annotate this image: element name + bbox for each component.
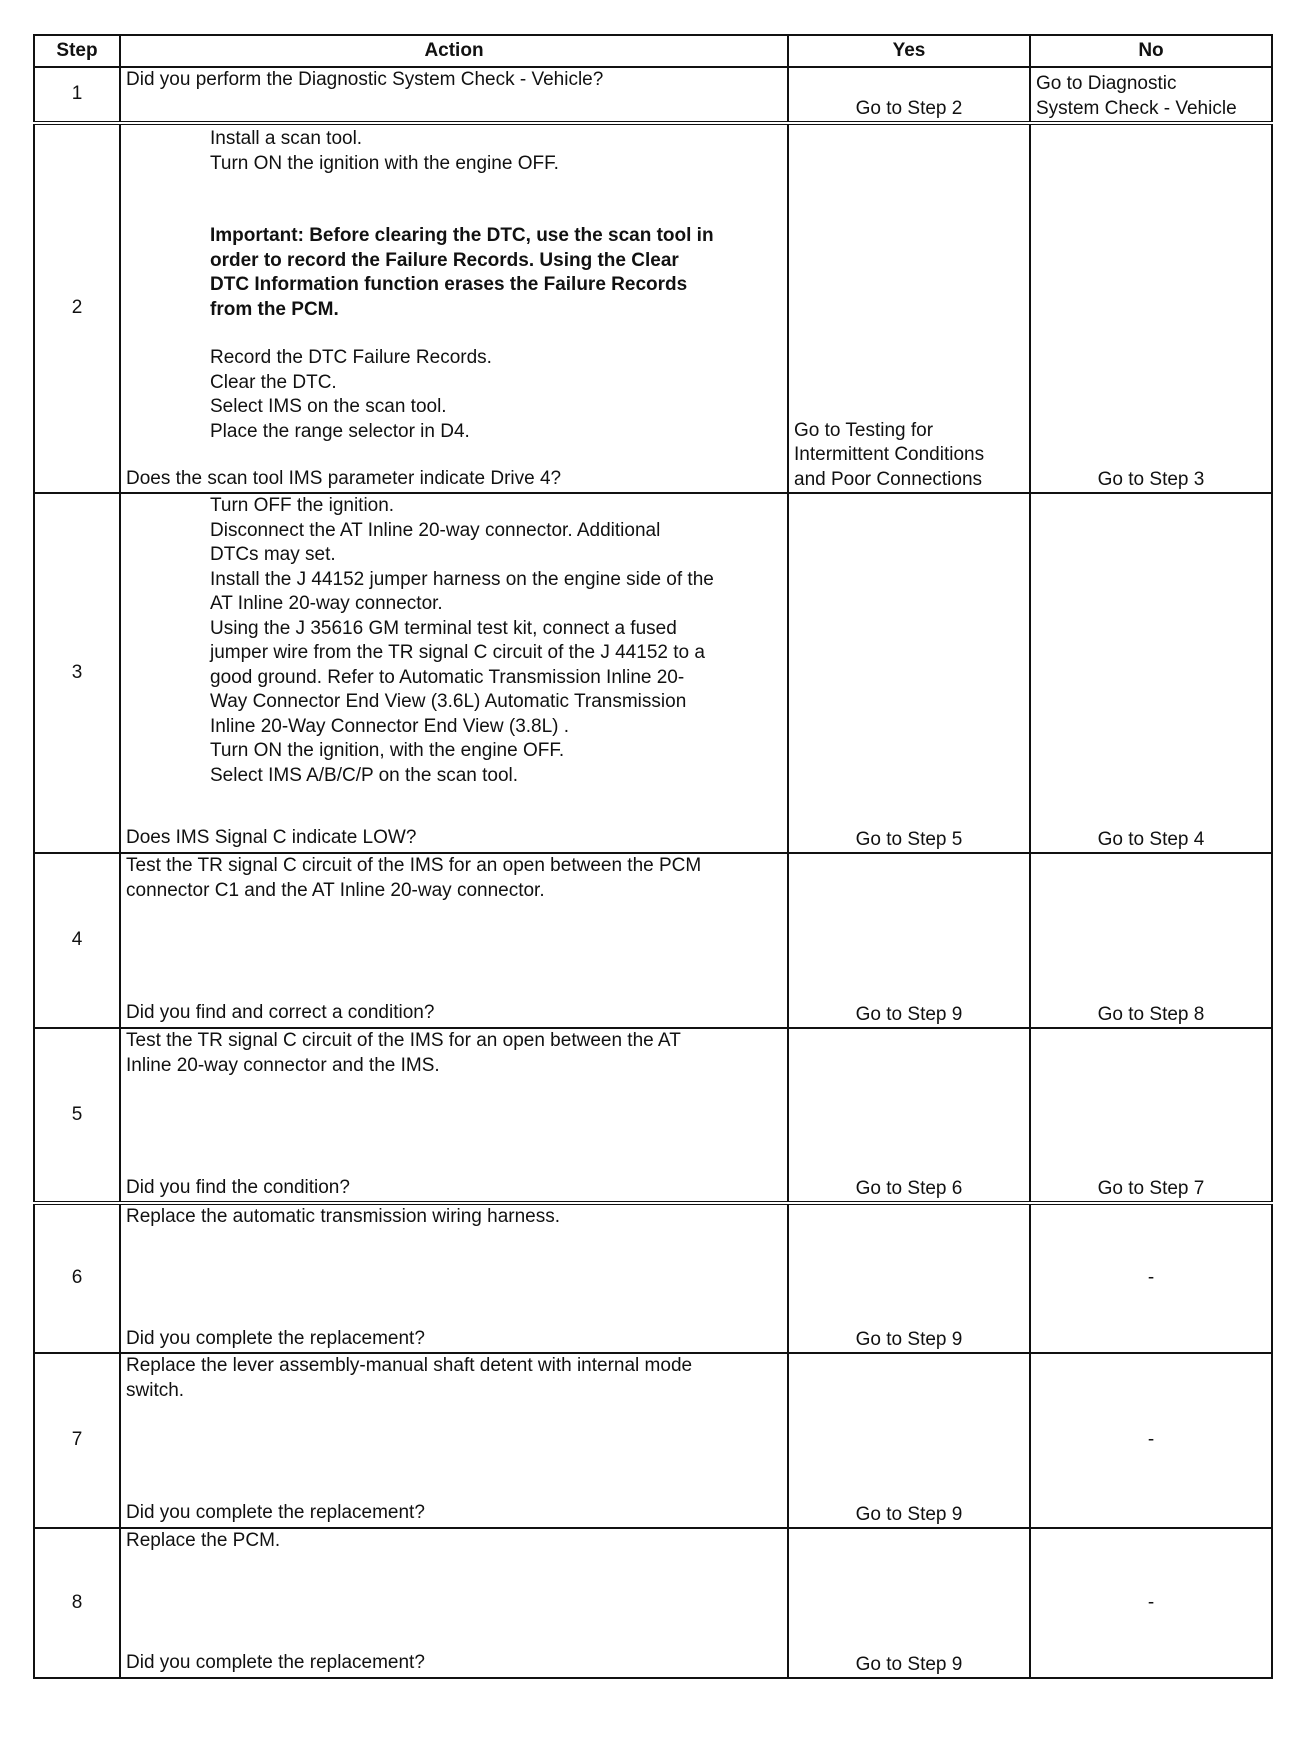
- yes-cell: Go to Step 9: [788, 1353, 1030, 1528]
- action-line: DTCs may set.: [210, 544, 336, 565]
- question-text: Did you find and correct a condition?: [126, 1001, 435, 1023]
- action-line: Using the J 35616 GM terminal test kit, connect a fused: [210, 617, 677, 639]
- yes-cell: Go to Step 9: [788, 1203, 1030, 1353]
- table-row: [34, 1028, 1272, 1203]
- yes-cell: Go to Step 6: [788, 1028, 1030, 1203]
- no-cell: Go to Step 3: [1030, 123, 1272, 493]
- action-cell: [120, 1353, 788, 1528]
- important-note: [126, 224, 782, 322]
- no-cell: -: [1030, 1203, 1272, 1353]
- action-cell: [120, 67, 788, 123]
- yes-line: Intermittent Conditions: [794, 444, 985, 465]
- yes-cell: Go to Step 9: [788, 853, 1030, 1028]
- action-line: Select IMS on the scan tool.: [210, 396, 447, 417]
- action-line: Clear the DTC.: [210, 371, 337, 393]
- action-line: jumper wire from the TR signal C circuit of the J 44152 to a: [210, 642, 705, 663]
- action-line: good ground. Refer to Automatic Transmission Inline 20-: [210, 666, 685, 688]
- important-line: order to record the Failure Records. Using the Clear: [210, 249, 679, 271]
- action-line: Place the range selector in D4.: [210, 420, 470, 442]
- yes-line: and Poor Connections: [794, 468, 983, 490]
- yes-line: Go to Testing for: [794, 419, 934, 441]
- question-text: Did you complete the replacement?: [126, 1501, 425, 1523]
- table-row: [34, 1203, 1272, 1353]
- header-step: Step: [34, 35, 120, 67]
- action-line: Turn OFF the ignition.: [210, 495, 395, 516]
- question-text: Did you perform the Diagnostic System Check - Vehicle?: [126, 69, 604, 90]
- action-line: AT Inline 20-way connector.: [210, 593, 443, 614]
- table-row: [34, 853, 1272, 1028]
- header-row: [34, 35, 1272, 67]
- action-cell: [120, 493, 788, 853]
- action-line: Way Connector End View (3.6L) Automatic Transmission: [210, 691, 687, 712]
- no-cell: [1030, 67, 1272, 123]
- table-row: [34, 1353, 1272, 1528]
- no-line: System Check - Vehicle: [1036, 97, 1237, 119]
- action-cell: [120, 853, 788, 1028]
- action-line: switch.: [126, 1379, 185, 1401]
- action-line: Inline 20-way connector and the IMS.: [126, 1054, 440, 1076]
- yes-cell: Go to Step 2: [788, 67, 1030, 123]
- step-number: 6: [34, 1203, 120, 1353]
- no-cell: Go to Step 8: [1030, 853, 1272, 1028]
- action-line: connector C1 and the AT Inline 20-way connector.: [126, 879, 545, 901]
- action-line: Turn ON the ignition with the engine OFF.: [210, 152, 559, 174]
- action-line: Replace the lever assembly-manual shaft detent with internal mode: [126, 1355, 693, 1376]
- action-line: Select IMS A/B/C/P on the scan tool.: [210, 764, 519, 786]
- table-row: [34, 123, 1272, 493]
- table-row: [34, 67, 1272, 123]
- action-line: Install the J 44152 jumper harness on the engine side of the: [210, 568, 714, 590]
- step-number: 5: [34, 1028, 120, 1203]
- question-text: Did you complete the replacement?: [126, 1651, 425, 1673]
- diagnostic-table: [33, 34, 1273, 1679]
- action-cell: [120, 1028, 788, 1203]
- important-line: DTC Information function erases the Failure Records: [210, 274, 688, 295]
- step-number: 1: [34, 67, 120, 123]
- action-cell: [120, 123, 788, 493]
- action-line: Test the TR signal C circuit of the IMS for an open between the PCM: [126, 855, 702, 876]
- step-number: 3: [34, 493, 120, 853]
- table-row: [34, 1528, 1272, 1678]
- action-line: Replace the PCM.: [126, 1530, 281, 1551]
- header-yes: Yes: [788, 35, 1030, 67]
- header-action: Action: [120, 35, 788, 67]
- action-line: Test the TR signal C circuit of the IMS for an open between the AT: [126, 1030, 681, 1051]
- question-text: Did you find the condition?: [126, 1176, 350, 1198]
- step-number: 8: [34, 1528, 120, 1678]
- no-cell: -: [1030, 1528, 1272, 1678]
- table-row: [34, 493, 1272, 853]
- important-line: from the PCM.: [210, 298, 339, 320]
- yes-cell: Go to Step 9: [788, 1528, 1030, 1678]
- action-line: Disconnect the AT Inline 20-way connector. Additional: [210, 519, 661, 541]
- action-line: Record the DTC Failure Records.: [210, 347, 492, 368]
- step-number: 2: [34, 123, 120, 493]
- header-no: No: [1030, 35, 1272, 67]
- action-cell: [120, 1528, 788, 1678]
- action-line: Inline 20-Way Connector End View (3.8L) .: [210, 715, 570, 737]
- no-cell: Go to Step 4: [1030, 493, 1272, 853]
- yes-cell: [788, 123, 1030, 493]
- no-cell: Go to Step 7: [1030, 1028, 1272, 1203]
- no-line: Go to Diagnostic: [1036, 73, 1177, 94]
- question-text: Did you complete the replacement?: [126, 1327, 425, 1349]
- action-line: Turn ON the ignition, with the engine OFF.: [210, 740, 565, 761]
- action-line: Install a scan tool.: [210, 128, 363, 149]
- step-number: 7: [34, 1353, 120, 1528]
- no-cell: -: [1030, 1353, 1272, 1528]
- question-text: Does IMS Signal C indicate LOW?: [126, 826, 417, 848]
- important-line: Important: Before clearing the DTC, use the scan tool in: [210, 225, 714, 246]
- action-line: Replace the automatic transmission wiring harness.: [126, 1206, 561, 1227]
- yes-cell: Go to Step 5: [788, 493, 1030, 853]
- step-number: 4: [34, 853, 120, 1028]
- action-cell: [120, 1203, 788, 1353]
- question-text: Does the scan tool IMS parameter indicate Drive 4?: [126, 467, 562, 489]
